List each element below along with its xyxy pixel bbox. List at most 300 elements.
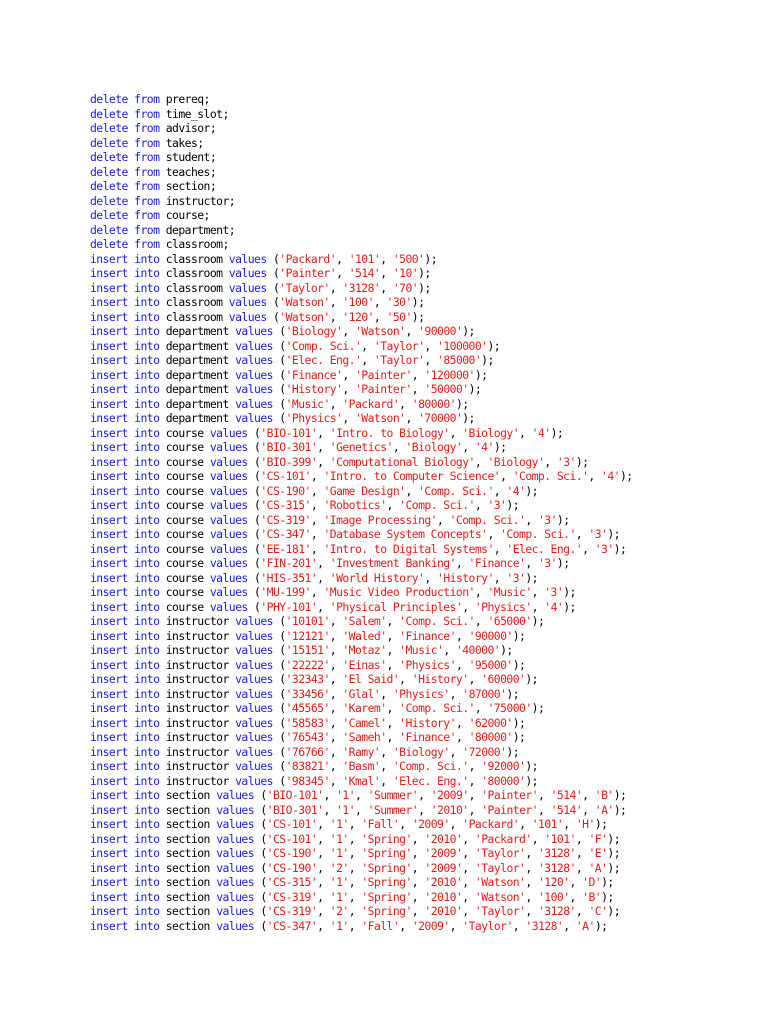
code-text: ( — [272, 396, 286, 411]
code-text: classroom — [159, 295, 229, 309]
sql-keyword: insert — [90, 251, 128, 266]
code-text: , — [468, 788, 482, 802]
code-line — [90, 353, 633, 368]
code-text: ); — [525, 773, 538, 788]
string-literal: 'CS-319' — [266, 889, 318, 904]
sql-keyword: insert — [90, 469, 128, 483]
string-literal: 'Basm' — [342, 759, 381, 773]
string-literal: 'Physics' — [285, 411, 343, 425]
string-literal: 'Spring' — [361, 889, 412, 904]
code-text: , — [582, 788, 595, 802]
code-text: ( — [272, 628, 286, 643]
code-text: , — [411, 860, 425, 875]
sql-keyword: into — [134, 686, 160, 701]
sql-keyword: values — [209, 570, 248, 585]
string-literal: 'Image Processing' — [323, 512, 437, 527]
code-text: ( — [247, 585, 261, 599]
sql-keyword: insert — [90, 643, 128, 657]
code-line — [90, 498, 633, 513]
string-literal: 'Robotics' — [323, 498, 387, 512]
sql-keyword: into — [134, 425, 160, 440]
string-literal: 'Fall' — [361, 817, 400, 831]
code-text: ); — [424, 251, 438, 266]
code-line — [90, 484, 633, 499]
code-text: ( — [272, 657, 286, 672]
code-text: course — [159, 585, 210, 599]
code-line — [90, 121, 633, 136]
sql-keyword: insert — [90, 759, 128, 773]
code-text: , — [329, 701, 343, 715]
code-text: teaches; — [159, 164, 217, 179]
code-text: instructor — [159, 643, 236, 657]
string-literal: 'Taylor' — [474, 860, 526, 875]
string-literal: 'History' — [285, 382, 343, 396]
code-text: course — [159, 512, 210, 527]
sql-keyword: insert — [90, 918, 128, 933]
code-line — [90, 745, 633, 760]
string-literal: '4' — [531, 425, 551, 440]
sql-keyword: insert — [90, 353, 128, 367]
sql-keyword: insert — [90, 367, 128, 382]
code-text: ( — [254, 802, 267, 817]
code-text: , — [563, 918, 576, 933]
string-literal: 'Elec. Eng.' — [506, 541, 583, 556]
code-text: , — [411, 875, 425, 889]
string-literal: '3128' — [525, 918, 564, 933]
code-text: ); — [613, 802, 627, 817]
code-line — [90, 252, 633, 267]
code-text: , — [329, 672, 343, 686]
code-text: , — [329, 759, 343, 773]
sql-keyword: values — [235, 353, 273, 367]
sql-keyword: from — [134, 237, 160, 251]
code-text: , — [538, 802, 551, 817]
string-literal: 'Taylor' — [474, 904, 526, 918]
code-line — [90, 643, 633, 658]
code-text: , — [373, 309, 387, 324]
sql-keyword: values — [209, 498, 248, 512]
string-literal: '85000' — [437, 353, 482, 367]
code-text: , — [569, 875, 583, 889]
string-literal: 'A' — [575, 918, 595, 933]
sql-keyword: insert — [90, 556, 128, 570]
code-text: ( — [247, 483, 261, 498]
code-text: , — [525, 556, 538, 570]
string-literal: '100' — [538, 889, 570, 904]
string-literal: 'Biology' — [462, 425, 520, 440]
string-literal: 'Watson' — [355, 324, 406, 338]
sql-keyword: insert — [90, 585, 128, 599]
string-literal: 'Biology' — [285, 324, 343, 338]
string-literal: 'Watson' — [474, 875, 526, 889]
code-text: , — [336, 266, 349, 280]
code-text: , — [474, 614, 488, 628]
string-literal: 'CS-101' — [266, 817, 318, 831]
code-text: , — [336, 251, 349, 266]
code-text: , — [386, 643, 400, 657]
code-line — [90, 426, 633, 441]
code-text: , — [386, 628, 400, 643]
sql-keyword: values — [235, 324, 273, 338]
code-text: , — [493, 541, 507, 556]
sql-keyword: into — [134, 730, 160, 744]
code-text: , — [500, 469, 513, 483]
string-literal: '1' — [329, 817, 349, 831]
string-literal: '3128' — [538, 860, 576, 875]
code-text: section — [159, 889, 217, 904]
sql-keyword: into — [134, 701, 160, 715]
code-line — [90, 629, 633, 644]
sql-keyword: delete — [90, 237, 128, 251]
code-text: , — [348, 889, 362, 904]
code-text: , — [317, 831, 330, 846]
code-text: , — [455, 657, 469, 672]
sql-keyword: values — [235, 643, 273, 657]
sql-keyword: into — [134, 512, 160, 527]
string-literal: 'Taylor' — [462, 918, 513, 933]
code-text: ); — [607, 527, 620, 541]
string-literal: '45565' — [285, 701, 330, 715]
code-text: , — [361, 353, 374, 367]
code-text: ); — [512, 628, 526, 643]
string-literal: 'BIO-399' — [260, 454, 318, 469]
code-text: ( — [272, 701, 286, 715]
string-literal: '22222' — [285, 657, 330, 672]
sql-keyword: delete — [90, 222, 128, 237]
code-text: course — [159, 599, 210, 614]
code-text: ( — [247, 454, 261, 469]
sql-keyword: values — [216, 802, 255, 817]
string-literal: '10' — [392, 266, 419, 280]
code-text: ( — [272, 367, 286, 382]
string-literal: '2' — [329, 860, 349, 875]
code-text: , — [342, 411, 355, 425]
string-literal: 'CS-190' — [266, 860, 318, 875]
sql-keyword: from — [134, 135, 160, 150]
code-line — [90, 846, 633, 861]
code-text: , — [575, 831, 589, 846]
sql-keyword: delete — [90, 106, 128, 121]
code-line — [90, 310, 633, 325]
code-text: , — [455, 715, 469, 730]
sql-keyword: values — [209, 454, 248, 469]
sql-keyword: into — [134, 280, 160, 295]
sql-keyword: insert — [90, 512, 128, 527]
string-literal: '500' — [392, 251, 425, 266]
string-literal: '2009' — [411, 918, 450, 933]
code-text: , — [575, 904, 589, 918]
code-text: ( — [272, 324, 286, 338]
code-text: , — [317, 454, 330, 469]
code-line — [90, 165, 633, 180]
code-text: ); — [575, 454, 589, 469]
code-text: section — [159, 860, 217, 875]
code-text: , — [348, 846, 362, 860]
code-text: , — [342, 382, 355, 396]
sql-keyword: delete — [90, 135, 128, 150]
code-text: , — [462, 889, 475, 904]
sql-keyword: into — [134, 672, 160, 686]
string-literal: 'Spring' — [361, 831, 412, 846]
code-text: course — [159, 425, 210, 440]
sql-keyword: into — [134, 527, 160, 541]
sql-keyword: insert — [90, 280, 128, 295]
sql-keyword: into — [134, 802, 160, 817]
sql-keyword: into — [134, 904, 160, 918]
code-text: , — [411, 904, 425, 918]
string-literal: 'MU-199' — [260, 585, 311, 599]
code-text: , — [575, 527, 589, 541]
code-text: ( — [254, 918, 267, 933]
code-text: , — [310, 512, 324, 527]
code-text: , — [468, 759, 482, 773]
string-literal: '3128' — [538, 846, 576, 860]
string-literal: 'Packard' — [279, 251, 337, 266]
sql-keyword: insert — [90, 875, 128, 889]
code-text: ); — [607, 904, 621, 918]
string-literal: '3' — [544, 585, 564, 599]
code-text: instructor — [159, 614, 236, 628]
string-literal: '80000' — [411, 396, 456, 411]
code-text: instructor — [159, 759, 236, 773]
code-text: , — [525, 512, 538, 527]
sql-keyword: into — [134, 831, 160, 846]
code-line — [90, 469, 633, 484]
sql-keyword: insert — [90, 701, 128, 715]
sql-keyword: insert — [90, 527, 128, 541]
sql-keyword: from — [134, 121, 160, 135]
code-text: classroom — [159, 251, 229, 266]
code-text: , — [538, 788, 551, 802]
string-literal: 'Waled' — [342, 628, 387, 643]
code-text: ( — [266, 251, 280, 266]
sql-keyword: into — [134, 860, 160, 875]
code-text: ( — [272, 672, 286, 686]
code-text: section — [159, 831, 217, 846]
sql-keyword: values — [209, 585, 248, 599]
code-text: , — [329, 686, 343, 701]
code-line — [90, 556, 633, 571]
code-line — [90, 571, 633, 586]
code-text: ( — [247, 541, 261, 556]
string-literal: '120000' — [424, 367, 475, 382]
string-literal: 'History' — [411, 672, 469, 686]
sql-keyword: insert — [90, 657, 128, 672]
code-text: , — [474, 454, 488, 469]
code-text: ); — [512, 730, 526, 744]
string-literal: 'Finance' — [399, 730, 456, 744]
sql-keyword: values — [209, 527, 248, 541]
sql-keyword: insert — [90, 454, 128, 469]
code-text: , — [575, 860, 589, 875]
sql-code-block — [90, 92, 633, 933]
sql-keyword: insert — [90, 411, 128, 425]
sql-keyword: insert — [90, 744, 128, 759]
string-literal: 'Intro. to Biology' — [329, 425, 450, 440]
string-literal: '120' — [538, 875, 570, 889]
code-text: course — [159, 556, 210, 570]
code-line — [90, 730, 633, 745]
code-text: , — [329, 744, 343, 759]
code-text: , — [317, 846, 330, 860]
code-line — [90, 266, 633, 281]
string-literal: '2009' — [411, 817, 450, 831]
code-text: ); — [601, 889, 614, 904]
code-line — [90, 324, 633, 339]
code-text: , — [310, 585, 324, 599]
code-text: , — [399, 396, 412, 411]
code-text: ( — [247, 527, 261, 541]
sql-keyword: insert — [90, 773, 128, 788]
code-text: ( — [272, 614, 286, 628]
code-line — [90, 527, 633, 542]
string-literal: 'Summer' — [367, 802, 419, 817]
code-text: ( — [266, 295, 280, 309]
code-text: ); — [613, 541, 627, 556]
sql-keyword: into — [134, 309, 160, 324]
code-text: ); — [506, 686, 520, 701]
code-text: , — [405, 483, 419, 498]
string-literal: 'Ramy' — [342, 744, 381, 759]
sql-keyword: into — [134, 556, 160, 570]
sql-keyword: into — [134, 744, 160, 759]
code-text: , — [569, 889, 583, 904]
code-text: classroom; — [159, 237, 229, 251]
sql-keyword: into — [134, 614, 160, 628]
code-text: , — [386, 701, 400, 715]
code-text: , — [317, 599, 330, 614]
code-text: time_slot; — [159, 106, 229, 121]
sql-keyword: delete — [90, 193, 128, 208]
string-literal: '80000' — [481, 773, 526, 788]
sql-keyword: values — [235, 614, 273, 628]
code-text: , — [411, 846, 425, 860]
code-text: , — [531, 831, 545, 846]
string-literal: '120' — [342, 309, 374, 324]
string-literal: '1' — [329, 875, 349, 889]
code-line — [90, 382, 633, 397]
sql-keyword: values — [235, 382, 273, 396]
code-text: instructor — [159, 657, 236, 672]
sql-keyword: values — [209, 556, 248, 570]
code-text: ( — [254, 875, 267, 889]
code-text: classroom — [159, 280, 229, 295]
code-text: ); — [550, 425, 564, 440]
code-text: , — [424, 338, 438, 353]
code-text: ( — [247, 469, 261, 483]
string-literal: '3128' — [538, 904, 576, 918]
code-line — [90, 875, 633, 890]
sql-keyword: into — [134, 454, 160, 469]
sql-keyword: values — [216, 904, 255, 918]
sql-keyword: insert — [90, 817, 128, 831]
string-literal: 'BIO-101' — [260, 425, 318, 440]
string-literal: 'Physics' — [474, 599, 532, 614]
code-line — [90, 339, 633, 354]
sql-keyword: into — [134, 251, 160, 266]
code-text: ); — [613, 788, 627, 802]
code-text: , — [386, 498, 400, 512]
string-literal: 'Intro. to Digital Systems' — [323, 541, 494, 556]
string-literal: 'Spring' — [361, 875, 412, 889]
sql-keyword: insert — [90, 904, 128, 918]
code-line — [90, 919, 633, 934]
string-literal: 'Painter' — [279, 266, 337, 280]
string-literal: 'Comp. Sci.' — [500, 527, 576, 541]
code-text: , — [525, 889, 538, 904]
string-literal: '514' — [348, 266, 381, 280]
code-line — [90, 614, 633, 629]
code-line — [90, 716, 633, 731]
string-literal: '1' — [329, 918, 349, 933]
code-text: , — [380, 280, 393, 295]
string-literal: 'BIO-301' — [266, 802, 324, 817]
code-text: , — [525, 860, 538, 875]
sql-keyword: insert — [90, 266, 128, 280]
code-text: ); — [411, 309, 425, 324]
code-text: , — [487, 527, 501, 541]
string-literal: '100000' — [437, 338, 488, 353]
code-text: , — [563, 817, 576, 831]
code-text: , — [329, 643, 343, 657]
code-line — [90, 368, 633, 383]
string-literal: '514' — [550, 802, 583, 817]
code-text: , — [455, 628, 469, 643]
string-literal: 'Game Design' — [323, 483, 406, 498]
code-text: , — [329, 396, 343, 411]
string-literal: '95000' — [468, 657, 513, 672]
string-literal: 'Physics' — [392, 686, 450, 701]
code-text: ); — [607, 860, 621, 875]
code-text: ( — [266, 309, 280, 324]
code-line — [90, 817, 633, 832]
code-text: , — [348, 918, 362, 933]
string-literal: '98345' — [285, 773, 330, 788]
string-literal: 'Physics' — [399, 657, 456, 672]
sql-keyword: into — [134, 338, 160, 353]
string-literal: '12121' — [285, 628, 330, 643]
string-literal: '32343' — [285, 672, 330, 686]
sql-keyword: insert — [90, 788, 128, 802]
code-text: , — [588, 469, 602, 483]
code-line — [90, 672, 633, 687]
sql-keyword: values — [216, 875, 255, 889]
code-text: , — [310, 541, 324, 556]
string-literal: '76766' — [285, 744, 330, 759]
string-literal: 'Painter' — [481, 788, 538, 802]
sql-keyword: insert — [90, 338, 128, 353]
code-text: , — [348, 860, 362, 875]
code-text: , — [386, 614, 400, 628]
string-literal: '80000' — [468, 730, 513, 744]
sql-keyword: into — [134, 440, 160, 454]
string-literal: 'Watson' — [279, 295, 330, 309]
string-literal: '70' — [392, 280, 419, 295]
code-text: , — [399, 918, 412, 933]
code-text: , — [462, 875, 475, 889]
code-text: department — [159, 353, 236, 367]
sql-keyword: values — [216, 817, 255, 831]
code-text: , — [380, 773, 393, 788]
string-literal: 'CS-319' — [260, 512, 311, 527]
code-text: ); — [512, 715, 526, 730]
code-text: section — [159, 918, 217, 933]
sql-keyword: insert — [90, 802, 128, 817]
code-line — [90, 107, 633, 122]
code-text: , — [317, 860, 330, 875]
string-literal: '83821' — [285, 759, 330, 773]
code-text: ); — [563, 585, 576, 599]
